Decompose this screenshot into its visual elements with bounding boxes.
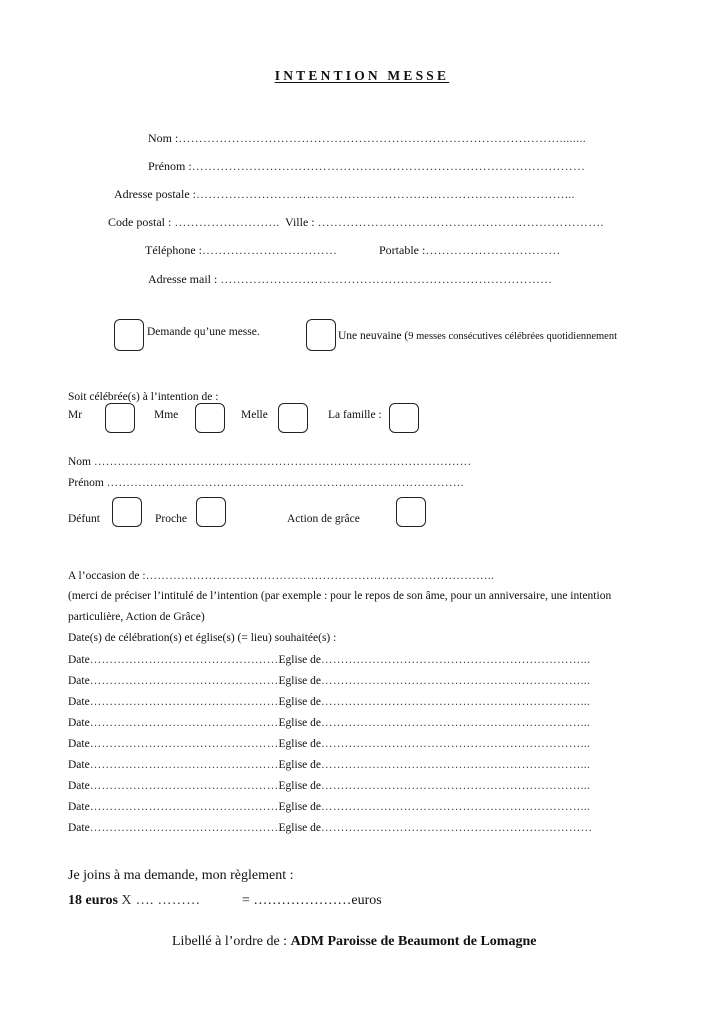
- eglise-label: Eglise de: [278, 675, 322, 687]
- eglise-dots[interactable]: …………………………………………………………...: [321, 801, 591, 813]
- date-dots[interactable]: …………………………………………: [89, 822, 279, 834]
- prenom-input-dots[interactable]: ……………………………………………………………………………………: [191, 159, 586, 173]
- date-label: Date: [68, 738, 90, 750]
- neuvaine-checkbox[interactable]: [306, 319, 336, 351]
- page-title: INTENTION MESSE: [274, 68, 450, 83]
- date-label: Date: [68, 822, 90, 834]
- occasion-note-line1: (merci de préciser l’intitulé de l’intention (par exemple : pour le repos de son âme, pour un anniversaire, une intention: [68, 590, 612, 602]
- nom-input-dots[interactable]: …………………………………………………………………………………........: [178, 131, 587, 145]
- proche-label: Proche: [155, 513, 187, 525]
- payment-total[interactable]: = …………………euros: [242, 893, 382, 908]
- eglise-dots[interactable]: …………………………………………………………...: [321, 696, 591, 708]
- eglise-label: Eglise de: [278, 654, 322, 666]
- telephone-label: Téléphone :: [145, 243, 202, 257]
- requester-codepostal-field[interactable]: [108, 215, 279, 230]
- date-label: Date: [68, 696, 90, 708]
- date-label: Date: [68, 759, 90, 771]
- intention-nom-dots[interactable]: ……………………………………………………………………………………: [93, 456, 472, 468]
- famille-label: La famille :: [328, 409, 382, 421]
- unit-price: 18 euros: [68, 893, 118, 908]
- eglise-label: Eglise de: [278, 822, 322, 834]
- occasion-note-line2: particulière, Action de Grâce): [68, 611, 205, 623]
- occasion-dots[interactable]: ……………………………………………………………………………..: [145, 570, 495, 582]
- eglise-label: Eglise de: [278, 780, 322, 792]
- mail-label: Adresse mail :: [148, 272, 218, 286]
- eglise-label: Eglise de: [278, 717, 322, 729]
- requester-nom-field[interactable]: [148, 131, 586, 146]
- mail-input-dots[interactable]: ………………………………………………………………………: [220, 272, 553, 286]
- nom-label: Nom :: [148, 131, 179, 145]
- action-grace-label: Action de grâce: [287, 513, 360, 525]
- date-row[interactable]: [68, 738, 590, 750]
- eglise-dots[interactable]: …………………………………………………………...: [321, 654, 591, 666]
- mme-checkbox[interactable]: [195, 403, 225, 433]
- payee-name: ADM Paroisse de Beaumont de Lomagne: [290, 934, 537, 949]
- payment-intro: Je joins à ma demande, mon règlement :: [68, 868, 294, 883]
- date-row[interactable]: [68, 696, 590, 708]
- mr-checkbox[interactable]: [105, 403, 135, 433]
- intention-prenom-field[interactable]: [68, 477, 464, 489]
- defunt-label: Défunt: [68, 513, 100, 525]
- requester-ville-field[interactable]: [285, 215, 604, 230]
- date-label: Date: [68, 675, 90, 687]
- date-row[interactable]: [68, 780, 590, 792]
- eglise-dots[interactable]: …………………………………………………………...: [321, 717, 591, 729]
- occasion-field[interactable]: [68, 570, 494, 582]
- date-dots[interactable]: …………………………………………: [89, 738, 279, 750]
- intention-prenom-label: Prénom: [68, 477, 104, 489]
- dates-heading: Date(s) de célébration(s) et église(s) (= lieu) souhaitée(s) :: [68, 632, 337, 644]
- intention-prenom-dots[interactable]: ……………………………………………………………………………….: [106, 477, 464, 489]
- date-row[interactable]: [68, 759, 590, 771]
- adresse-input-dots[interactable]: ………………………………………………………………………………...: [195, 187, 575, 201]
- date-row[interactable]: [68, 717, 590, 729]
- date-label: Date: [68, 801, 90, 813]
- date-dots[interactable]: …………………………………………: [89, 780, 279, 792]
- adresse-label: Adresse postale :: [114, 187, 196, 201]
- eglise-dots[interactable]: …………………………………………………………...: [321, 738, 591, 750]
- date-row[interactable]: [68, 654, 590, 666]
- requester-mail-field[interactable]: [148, 272, 552, 287]
- eglise-label: Eglise de: [278, 759, 322, 771]
- date-row[interactable]: [68, 675, 590, 687]
- intention-heading: Soit célébrée(s) à l’intention de :: [68, 391, 219, 403]
- eglise-label: Eglise de: [278, 738, 322, 750]
- mr-label: Mr: [68, 409, 83, 421]
- single-mass-label: Demande qu’une messe.: [147, 326, 260, 338]
- ville-input-dots[interactable]: …………………………………………………………….: [317, 215, 604, 229]
- date-dots[interactable]: …………………………………………: [89, 801, 279, 813]
- payee-line: [172, 934, 536, 950]
- requester-telephone-field[interactable]: [145, 243, 337, 258]
- date-dots[interactable]: …………………………………………: [89, 696, 279, 708]
- intention-nom-label: Nom: [68, 456, 91, 468]
- occasion-label: A l’occasion de :: [68, 570, 146, 582]
- prenom-label: Prénom :: [148, 159, 192, 173]
- portable-label: Portable :: [379, 243, 426, 257]
- neuvaine-detail: 9 messes consécutives célébrées quotidiennement: [408, 331, 618, 342]
- date-dots[interactable]: …………………………………………: [89, 759, 279, 771]
- action-grace-checkbox[interactable]: [396, 497, 426, 527]
- requester-prenom-field[interactable]: [148, 159, 585, 174]
- eglise-label: Eglise de: [278, 696, 322, 708]
- melle-checkbox[interactable]: [278, 403, 308, 433]
- eglise-label: Eglise de: [278, 801, 322, 813]
- date-dots[interactable]: …………………………………………: [89, 717, 279, 729]
- cp-label: Code postal :: [108, 215, 172, 229]
- eglise-dots[interactable]: ……………………………………………………………: [321, 822, 593, 834]
- ville-label: Ville :: [285, 215, 315, 229]
- date-label: Date: [68, 717, 90, 729]
- date-label: Date: [68, 654, 90, 666]
- eglise-dots[interactable]: …………………………………………………………...: [321, 675, 591, 687]
- requester-adresse-field[interactable]: [114, 187, 575, 202]
- payee-label: Libellé à l’ordre de :: [172, 934, 288, 949]
- melle-label: Melle: [241, 409, 268, 421]
- date-label: Date: [68, 780, 90, 792]
- neuvaine-label: Une neuvaine (9 messes consécutives célébrées quotidiennement: [338, 330, 618, 342]
- date-row[interactable]: [68, 822, 592, 834]
- mme-label: Mme: [154, 409, 179, 421]
- eglise-dots[interactable]: …………………………………………………………...: [321, 780, 591, 792]
- date-dots[interactable]: …………………………………………: [89, 654, 279, 666]
- defunt-checkbox[interactable]: [112, 497, 142, 527]
- famille-checkbox[interactable]: [389, 403, 419, 433]
- cp-input-dots[interactable]: ……………………..: [174, 215, 280, 229]
- proche-checkbox[interactable]: [196, 497, 226, 527]
- requester-portable-field[interactable]: [379, 243, 561, 258]
- eglise-dots[interactable]: …………………………………………………………...: [321, 759, 591, 771]
- payment-amount-line[interactable]: [68, 893, 200, 909]
- single-mass-checkbox[interactable]: [114, 319, 144, 351]
- intention-nom-field[interactable]: [68, 456, 471, 468]
- portable-input-dots[interactable]: ……………………………: [425, 243, 561, 257]
- date-dots[interactable]: …………………………………………: [89, 675, 279, 687]
- quantity-dots[interactable]: X …. ………: [121, 893, 201, 908]
- date-row[interactable]: [68, 801, 590, 813]
- telephone-input-dots[interactable]: ……………………………: [201, 243, 338, 257]
